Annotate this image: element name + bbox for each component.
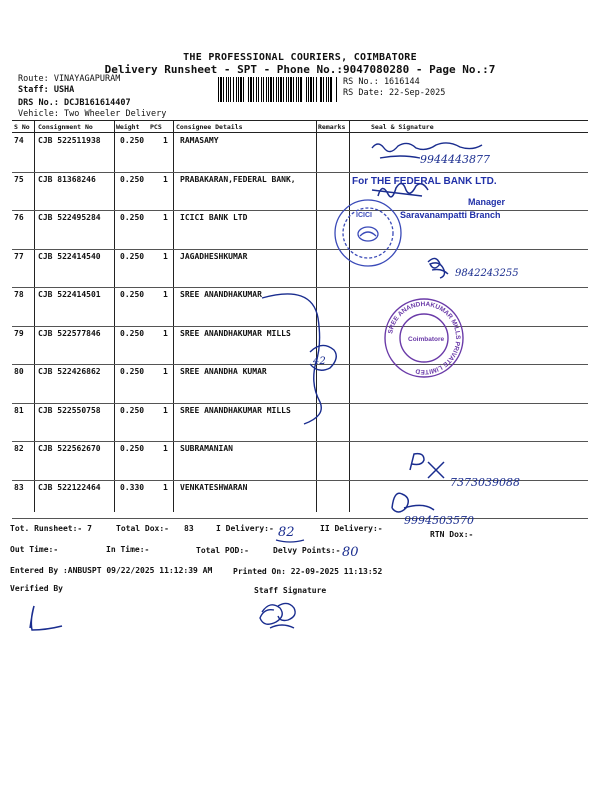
i-delivery-handwritten: 82 — [278, 525, 295, 540]
cell-weight: 0.250 — [120, 328, 145, 338]
vehicle-label: Vehicle: Two Wheeler Delivery — [18, 109, 167, 119]
mills-stamp-ring-text: SREE ANANDHAKUMAR MILLS PRIVATE LIMITED — [387, 300, 462, 376]
total-pod-label: Total POD:- — [196, 546, 249, 555]
mills-stamp-center: Coimbatore — [408, 336, 445, 343]
cell-sno: 80 — [14, 367, 24, 376]
cell-pcs: 1 — [163, 290, 168, 299]
cell-pcs: 1 — [163, 328, 168, 338]
rs-date: RS Date: 22-Sep-2025 — [343, 88, 446, 98]
cell-pcs: 1 — [163, 136, 168, 145]
tot-runsheet: Tot. Runsheet:- 7 — [10, 524, 92, 533]
staff-signature-label: Staff Signature — [254, 586, 327, 595]
cell-sno: 74 — [14, 136, 24, 145]
cell-weight: 0.330 — [120, 482, 145, 492]
staff-label: Staff: USHA — [18, 85, 75, 95]
cell-consignee: JAGADHESHKUMAR — [180, 251, 248, 261]
cell-consignee: SREE ANANDHAKUMAR MILLS — [180, 405, 291, 415]
route-label: Route: VINAYAGAPURAM — [18, 74, 121, 84]
cell-sno: 75 — [14, 174, 24, 184]
cell-consignment: CJB 522562670 — [38, 444, 101, 453]
cell-weight: 0.250 — [120, 290, 145, 299]
phone-82: 7373039088 — [450, 476, 520, 489]
phone-74: 9944443877 — [420, 153, 490, 166]
cell-consignment: CJB 81368246 — [38, 174, 96, 184]
i-delivery-label: I Delivery:- — [216, 524, 274, 533]
cell-pcs: 1 — [163, 444, 168, 453]
signature-row-82 — [410, 454, 444, 478]
signature-row-77 — [428, 258, 448, 278]
verified-by-label: Verified By — [10, 584, 63, 593]
cell-consignment: CJB 522414501 — [38, 290, 101, 299]
phone-83: 9994503570 — [404, 514, 474, 527]
cell-weight: 0.250 — [120, 367, 145, 376]
printed-on: Printed On: 22-09-2025 11:13:52 — [233, 567, 383, 576]
staff-signature-mark — [260, 603, 295, 628]
header-sno: S No — [14, 123, 30, 131]
cell-consignee: ICICI BANK LTD — [180, 213, 248, 222]
delvy-points-handwritten: 80 — [342, 545, 359, 560]
header-seal-signature: Seal & Signature — [371, 123, 434, 131]
cell-consignment: CJB 522550758 — [38, 405, 101, 415]
cell-sno: 76 — [14, 213, 24, 222]
cell-sno: 77 — [14, 251, 24, 261]
cell-consignee: SREE ANANDHAKUMAR MILLS — [180, 328, 291, 338]
entered-by: Entered By :ANBUSPT 09/22/2025 11:12:39 AM — [10, 566, 213, 575]
federal-stamp-line3: Saravanampatti Branch — [400, 210, 501, 220]
verified-by-signature — [30, 606, 62, 630]
cell-weight: 0.250 — [120, 251, 145, 261]
cell-pcs: 1 — [163, 213, 168, 222]
header-remarks: Remarks — [318, 123, 346, 131]
header-consignee: Consignee Details — [176, 123, 243, 131]
cell-consignment: CJB 522414540 — [38, 251, 101, 261]
cell-consignment: CJB 522577846 — [38, 328, 101, 338]
ii-delivery-label: II Delivery:- — [320, 524, 383, 533]
cell-sno: 78 — [14, 290, 24, 299]
cell-weight: 0.250 — [120, 136, 145, 145]
cell-sno: 83 — [14, 482, 24, 492]
rtn-dox-label: RTN Dox:- — [430, 530, 474, 539]
company-title: THE PROFESSIONAL COURIERS, COIMBATORE — [183, 52, 417, 63]
cell-consignment: CJB 522495284 — [38, 213, 101, 222]
total-dox-label: Total Dox:- — [116, 524, 169, 533]
header-pcs: PCS — [150, 123, 162, 131]
icici-stamp-text: ICICI — [356, 212, 372, 219]
cell-sno: 82 — [14, 444, 24, 453]
margin-note: 42 — [313, 356, 326, 367]
signature-row-83 — [392, 493, 434, 512]
phone-77: 9842243255 — [455, 268, 519, 279]
federal-stamp-line2: Manager — [468, 197, 506, 207]
federal-stamp-line1: For THE FEDERAL BANK LTD. — [352, 176, 497, 187]
out-time-label: Out Time:- — [10, 545, 59, 554]
rs-number: RS No.: 1616144 — [343, 77, 420, 87]
delvy-points-label: Delvy Points:- — [273, 546, 341, 555]
drs-number: DRS No.: DCJB161614407 — [18, 98, 131, 108]
cell-sno: 79 — [14, 328, 24, 338]
in-time-label: In Time:- — [106, 545, 150, 554]
cell-consignee: SREE ANANDHA KUMAR — [180, 367, 267, 376]
cell-consignment: CJB 522122464 — [38, 482, 101, 492]
cell-weight: 0.250 — [120, 213, 145, 222]
cell-consignee: PRABAKARAN,FEDERAL BANK, — [180, 174, 296, 184]
cell-consignment: CJB 522511938 — [38, 136, 101, 145]
header-weight: Weight — [116, 123, 140, 131]
cell-weight: 0.250 — [120, 174, 145, 184]
icici-stamp-icon — [335, 200, 401, 266]
cell-consignee: SREE ANANDHAKUMAR — [180, 290, 262, 299]
total-dox-value: 83 — [184, 524, 194, 533]
cell-pcs: 1 — [163, 482, 168, 492]
runsheet-title: Delivery Runsheet - SPT - Phone No.:9047080280 - Page No.:7 — [104, 63, 496, 76]
cell-consignee: VENKATESHWARAN — [180, 482, 248, 492]
i-delivery-underline — [276, 540, 304, 542]
cell-sno: 81 — [14, 405, 24, 415]
cell-consignment: CJB 522426862 — [38, 367, 101, 376]
cell-weight: 0.250 — [120, 444, 145, 453]
cell-consignee: SUBRAMANIAN — [180, 444, 233, 453]
cell-pcs: 1 — [163, 367, 168, 376]
header-consignment: Consignment No — [38, 123, 93, 131]
cell-pcs: 1 — [163, 251, 168, 261]
cell-consignee: RAMASAMY — [180, 136, 219, 145]
cell-weight: 0.250 — [120, 405, 145, 415]
cell-pcs: 1 — [163, 405, 168, 415]
cell-pcs: 1 — [163, 174, 168, 184]
